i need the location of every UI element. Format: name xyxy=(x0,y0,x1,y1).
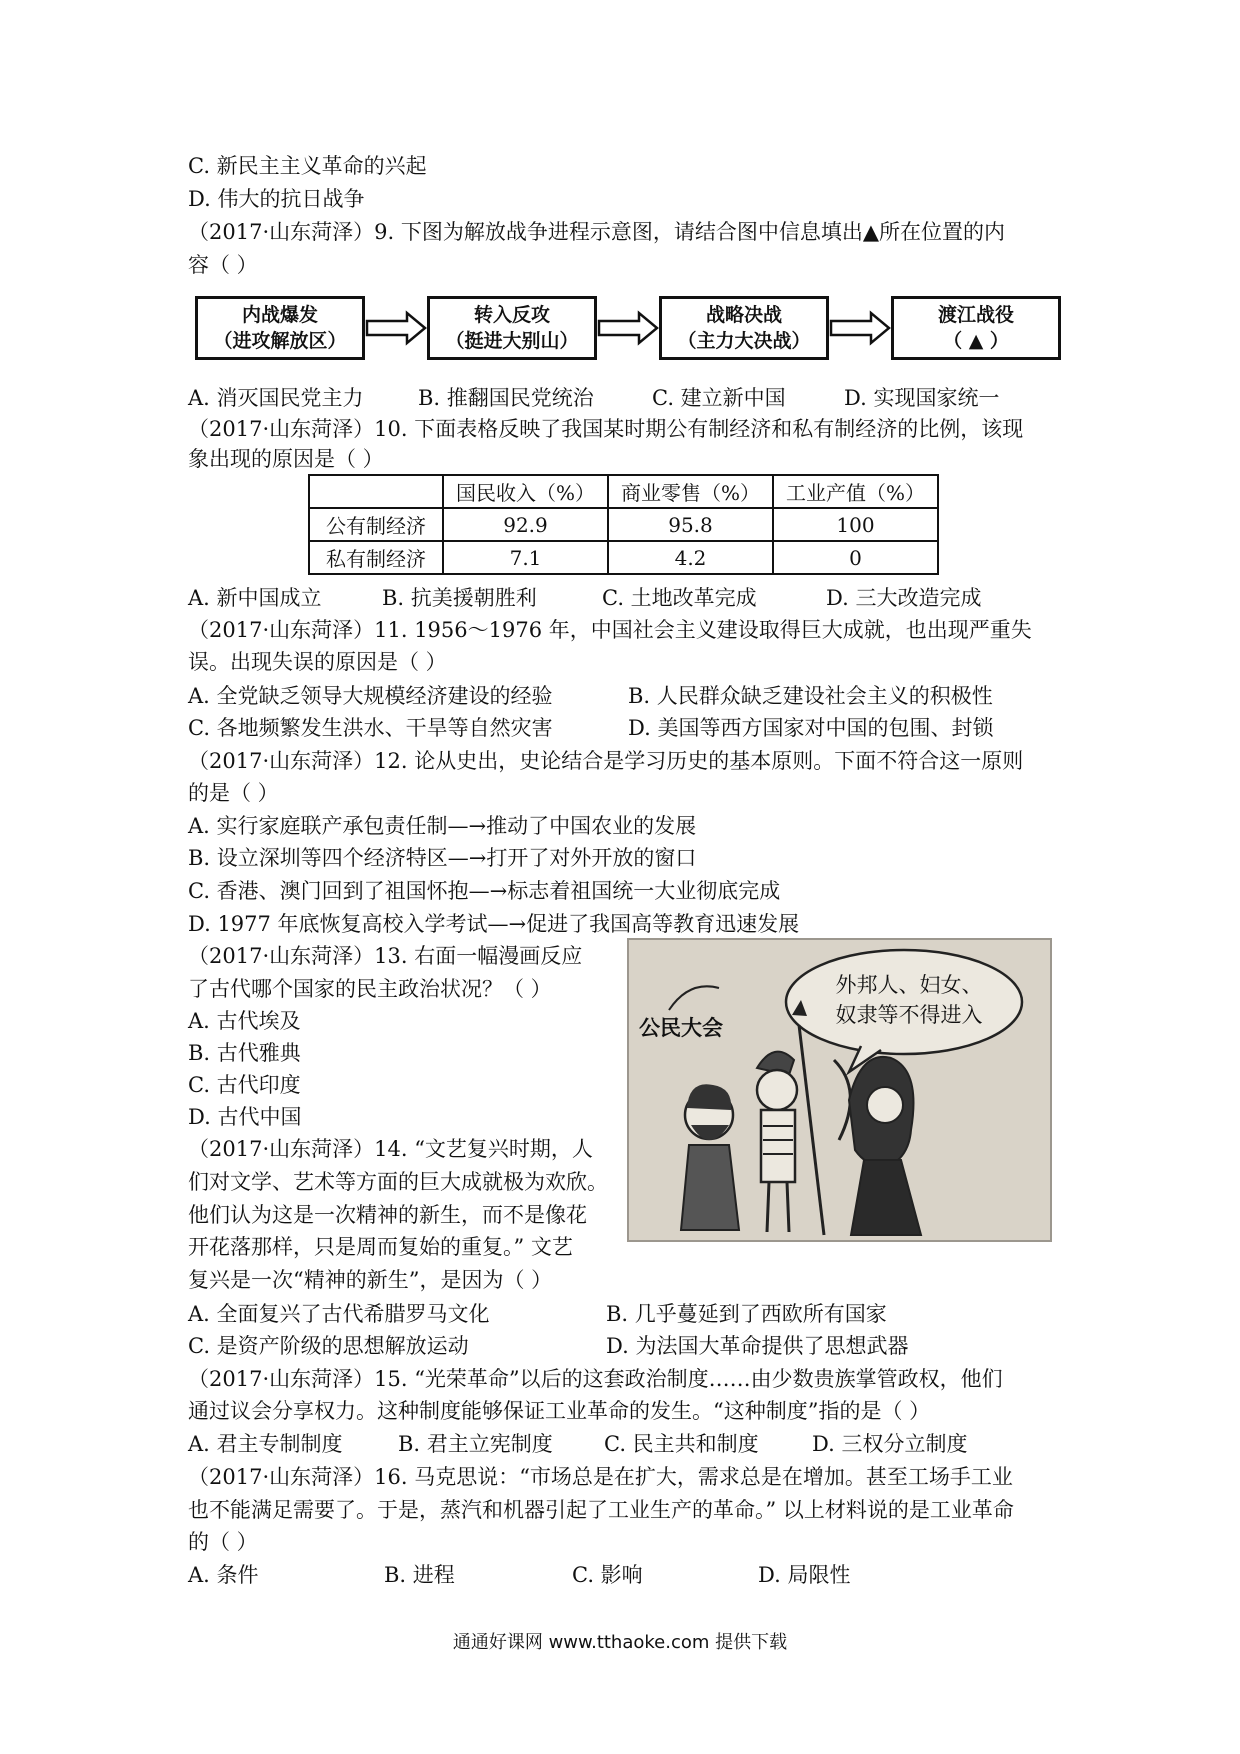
flow-box-strategic-battle xyxy=(659,296,829,360)
q9-option-b[interactable]: B. 推翻国民党统治 xyxy=(418,386,594,410)
q8-option-c: C. 新民主主义革命的兴起 xyxy=(188,154,427,178)
table-cell: 4.2 xyxy=(608,541,773,574)
q11-option-d[interactable]: D. 美国等西方国家对中国的包围、封锁 xyxy=(628,716,994,740)
q16-stem-cont: 的（ ） xyxy=(188,1530,258,1554)
q14-stem-cont: 们对文学、艺术等方面的巨大成就极为欢欣。 xyxy=(188,1170,608,1194)
q10-option-c[interactable]: C. 土地改革完成 xyxy=(602,586,757,610)
q14-stem-cont: 他们认为这是一次精神的新生，而不是像花 xyxy=(188,1203,587,1227)
q12-option-c[interactable]: C. 香港、澳门回到了祖国怀抱—→标志着祖国统一大业彻底完成 xyxy=(188,879,781,903)
table-cell: 公有制经济 xyxy=(309,508,443,541)
q11-stem-cont: 误。出现失误的原因是（ ） xyxy=(188,650,447,674)
q15-option-b[interactable]: B. 君主立宪制度 xyxy=(398,1432,553,1456)
q13-option-c[interactable]: C. 古代印度 xyxy=(188,1073,301,1097)
flow-arrow-icon xyxy=(597,310,659,346)
flow-arrow-icon xyxy=(829,310,891,346)
q12-stem-cont: 的是（ ） xyxy=(188,781,279,805)
q10-option-b[interactable]: B. 抗美援朝胜利 xyxy=(382,586,537,610)
q13-cartoon-image xyxy=(627,938,1052,1242)
q14-stem-cont: 开花落那样，只是周而复始的重复。” 文艺 xyxy=(188,1235,573,1259)
flow-box-title: 内战爆发 xyxy=(241,304,318,326)
flow-box-title: 渡江战役 xyxy=(937,304,1014,326)
q15-stem-cont: 通过议会分享权力。这种制度能够保证工业革命的发生。“这种制度”指的是（ ） xyxy=(188,1399,931,1423)
q8-option-d: D. 伟大的抗日战争 xyxy=(188,187,365,211)
q10-stem: （2017·山东菏泽）10. 下面表格反映了我国某时期公有制经济和私有制经济的比例，该现 xyxy=(188,417,1024,441)
q14-option-c[interactable]: C. 是资产阶级的思想解放运动 xyxy=(188,1334,469,1358)
q9-stem-cont: 容（ ） xyxy=(188,253,258,277)
q11-option-b[interactable]: B. 人民群众缺乏建设社会主义的积极性 xyxy=(628,684,993,708)
table-cell: 95.8 xyxy=(608,508,773,541)
flow-box-counter-offensive xyxy=(427,296,597,360)
q14-option-d[interactable]: D. 为法国大革命提供了思想武器 xyxy=(606,1334,909,1358)
q14-option-a[interactable]: A. 全面复兴了古代希腊罗马文化 xyxy=(188,1302,490,1326)
q12-stem: （2017·山东菏泽）12. 论从史出，史论结合是学习历史的基本原则。下面不符合这一原则 xyxy=(188,749,1024,773)
flow-box-subtitle: （主力大决战） xyxy=(677,330,811,352)
q16-stem-cont: 也不能满足需要了。于是，蒸汽和机器引起了工业生产的革命。” 以上材料说的是工业革命 xyxy=(188,1498,1014,1522)
q14-stem-cont: 复兴是一次“精神的新生”，是因为（ ） xyxy=(188,1268,553,1292)
cartoon-label: 公民大会 xyxy=(639,1016,723,1040)
table-cell: 100 xyxy=(773,508,938,541)
table-row xyxy=(309,508,938,541)
table-cell: 7.1 xyxy=(443,541,608,574)
q10-option-a[interactable]: A. 新中国成立 xyxy=(188,586,322,610)
q16-option-a[interactable]: A. 条件 xyxy=(188,1563,259,1587)
q9-stem: （2017·山东菏泽）9. 下图为解放战争进程示意图，请结合图中信息填出▲所在位置的内 xyxy=(188,220,1005,244)
page-footer: 通通好课网 www.tthaoke.com 提供下载 xyxy=(452,1632,788,1653)
table-header-cell: 国民收入（%） xyxy=(443,475,608,508)
table-header-row xyxy=(309,475,938,508)
flow-box-subtitle: （进攻解放区） xyxy=(213,330,347,352)
q11-option-a[interactable]: A. 全党缺乏领导大规模经济建设的经验 xyxy=(188,684,553,708)
speech-bubble-text xyxy=(814,970,1004,1030)
q9-option-d[interactable]: D. 实现国家统一 xyxy=(844,386,1000,410)
q16-stem: （2017·山东菏泽）16. 马克思说：“市场总是在扩大，需求总是在增加。甚至工场手工业 xyxy=(188,1465,1013,1489)
q15-option-d[interactable]: D. 三权分立制度 xyxy=(812,1432,968,1456)
q16-option-c[interactable]: C. 影响 xyxy=(572,1563,643,1587)
flow-box-subtitle: （挺进大别山） xyxy=(445,330,579,352)
speech-bubble-line: 外邦人、妇女、 xyxy=(835,973,983,997)
flow-box-title: 战略决战 xyxy=(705,304,782,326)
table-cell: 私有制经济 xyxy=(309,541,443,574)
q16-option-b[interactable]: B. 进程 xyxy=(384,1563,455,1587)
table-cell: 92.9 xyxy=(443,508,608,541)
table-header-cell: 商业零售（%） xyxy=(608,475,773,508)
flow-box-river-crossing xyxy=(891,296,1061,360)
q13-option-d[interactable]: D. 古代中国 xyxy=(188,1105,302,1129)
q9-option-c[interactable]: C. 建立新中国 xyxy=(652,386,786,410)
q14-stem: （2017·山东菏泽）14. “文艺复兴时期，人 xyxy=(188,1137,593,1161)
table-cell: 0 xyxy=(773,541,938,574)
flow-arrow-icon xyxy=(365,310,427,346)
flow-box-civil-war xyxy=(195,296,365,360)
q13-stem-cont: 了古代哪个国家的民主政治状况？（ ） xyxy=(188,977,552,1001)
q12-option-a[interactable]: A. 实行家庭联产承包责任制—→推动了中国农业的发展 xyxy=(188,814,697,838)
q16-option-d[interactable]: D. 局限性 xyxy=(758,1563,851,1587)
flow-box-title: 转入反攻 xyxy=(473,304,550,326)
q13-option-b[interactable]: B. 古代雅典 xyxy=(188,1041,301,1065)
q14-option-b[interactable]: B. 几乎蔓延到了西欧所有国家 xyxy=(606,1302,887,1326)
speech-bubble-line: 奴隶等不得进入 xyxy=(835,1003,983,1027)
q10-stem-cont: 象出现的原因是（ ） xyxy=(188,447,384,471)
q11-option-c[interactable]: C. 各地频繁发生洪水、干旱等自然灾害 xyxy=(188,716,553,740)
q12-option-b[interactable]: B. 设立深圳等四个经济特区—→打开了对外开放的窗口 xyxy=(188,846,697,870)
table-row xyxy=(309,541,938,574)
table-header-cell xyxy=(309,475,443,508)
q9-option-a[interactable]: A. 消灭国民党主力 xyxy=(188,386,364,410)
q13-option-a[interactable]: A. 古代埃及 xyxy=(188,1009,301,1033)
q11-stem: （2017·山东菏泽）11. 1956～1976 年，中国社会主义建设取得巨大成就，也出现严重失 xyxy=(188,618,1032,642)
table-header-cell: 工业产值（%） xyxy=(773,475,938,508)
flow-box-subtitle: （ ▲ ） xyxy=(943,330,1009,352)
q10-option-d[interactable]: D. 三大改造完成 xyxy=(826,586,982,610)
q15-option-a[interactable]: A. 君主专制制度 xyxy=(188,1432,343,1456)
q10-table xyxy=(308,474,939,575)
q15-option-c[interactable]: C. 民主共和制度 xyxy=(604,1432,759,1456)
q12-option-d[interactable]: D. 1977 年底恢复高校入学考试—→促进了我国高等教育迅速发展 xyxy=(188,912,800,936)
q13-stem: （2017·山东菏泽）13. 右面一幅漫画反应 xyxy=(188,944,583,968)
q15-stem: （2017·山东菏泽）15. “光荣革命”以后的这套政治制度……由少数贵族掌管政权，他们 xyxy=(188,1367,1003,1391)
